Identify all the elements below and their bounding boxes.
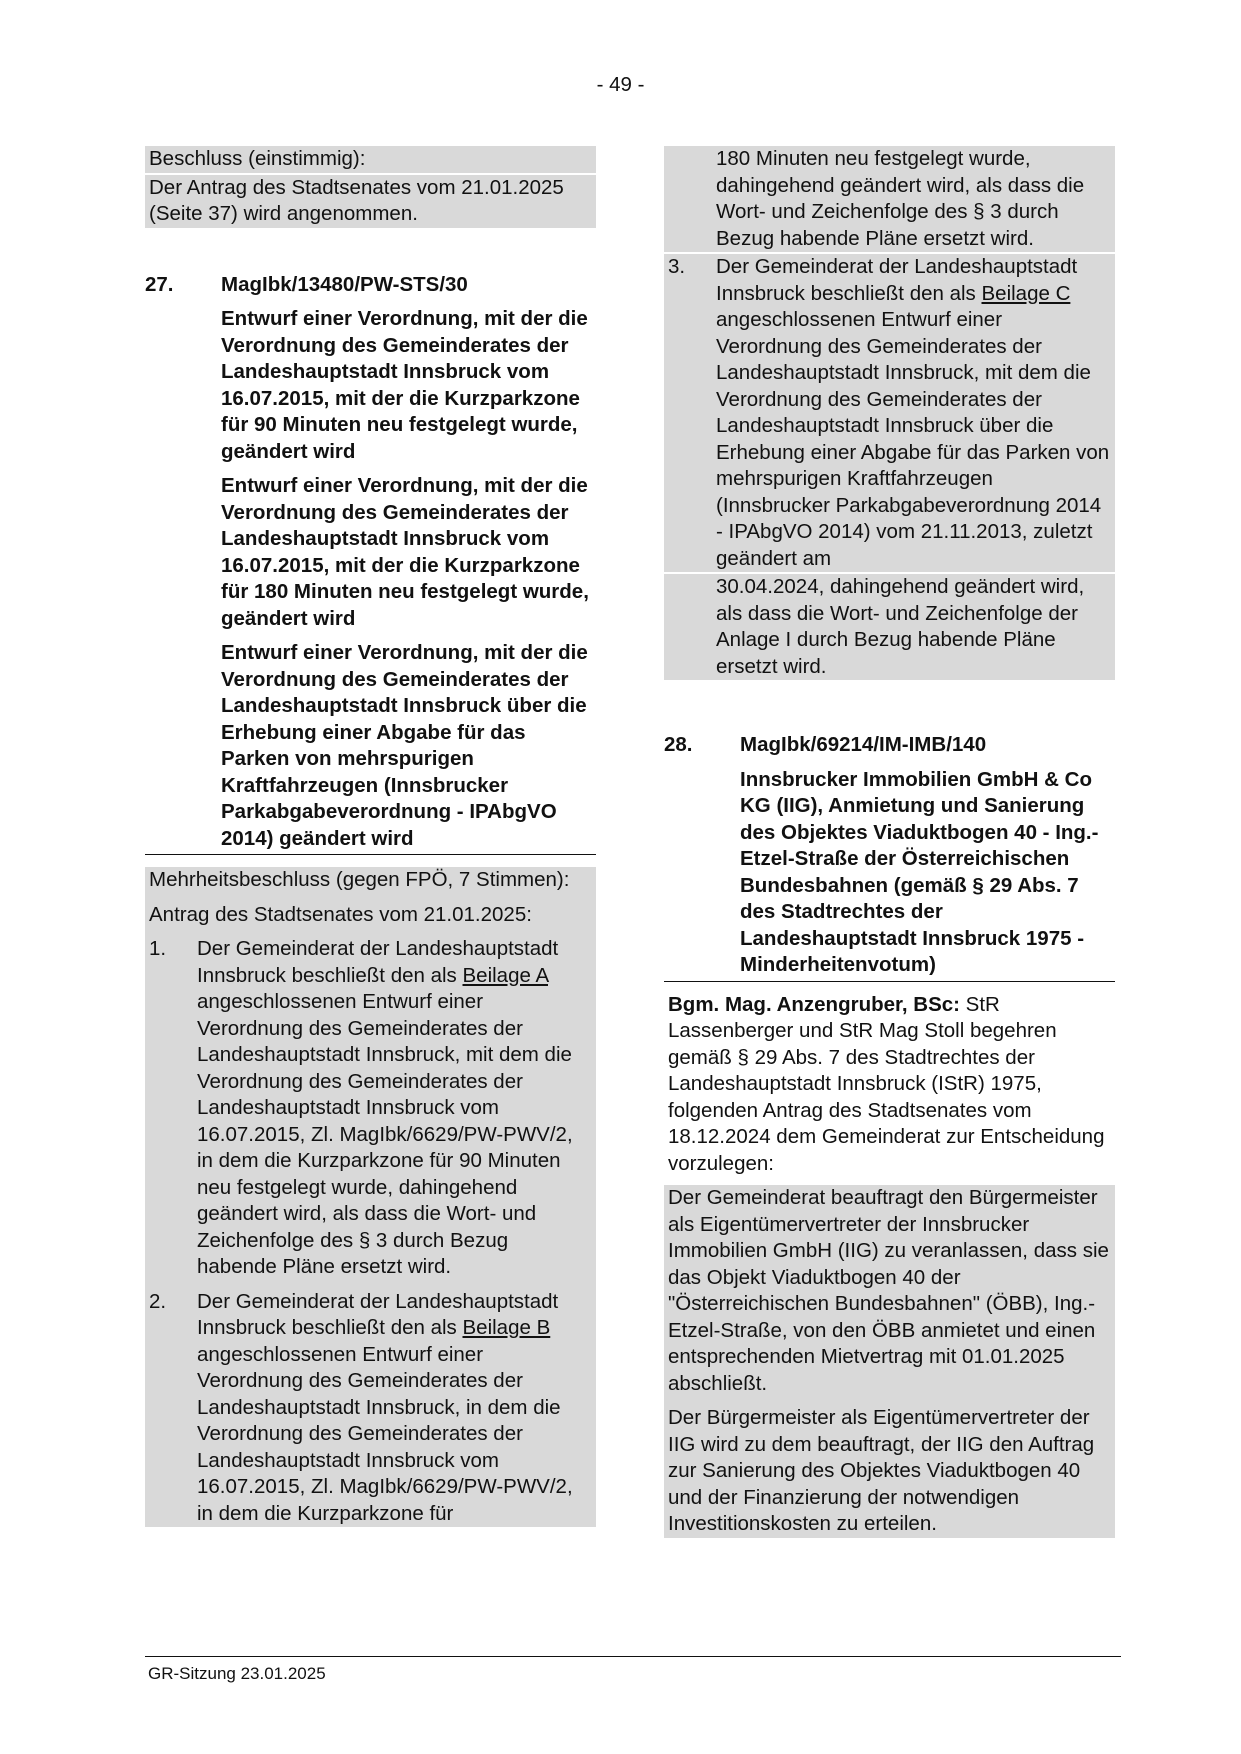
beilage-b-link[interactable]: Beilage B	[462, 1316, 551, 1339]
left-column	[145, 146, 596, 1527]
item-28-ref: MagIbk/69214/IM-IMB/140	[740, 733, 987, 756]
item-28-motion-2: Der Bürgermeister als Eigentümervertreter der IIG wird zu dem beauftragt, der IIG den Auftrag zur Sanierung des Objektes Viaduktbogen 40 und der Finanzierung der notwendigen Investitionskosten zu erteilen.	[668, 1406, 1095, 1535]
footer-text: GR-Sitzung 23.01.2025	[148, 1664, 326, 1683]
item-28-number: 28.	[664, 733, 693, 756]
motion-point-3-continued: 30.04.2024, dahingehend geändert wird, als dass die Wort- und Zeichenfolge der Anlage I durch Bezug habende Pläne ersetzt wird.	[716, 575, 1085, 678]
item-27-heading	[145, 272, 596, 299]
prev-decision-text: Der Antrag des Stadtsenates vom 21.01.2025 (Seite 37) wird angenommen.	[149, 175, 564, 225]
item-27-decision-box	[145, 867, 596, 1527]
motion-point-2: 2. Der Gemeinderat der Landeshauptstadt Innsbruck beschließt den als Beilage B angeschlossenen Entwurf einer Verordnung des Gemeinderates der Landeshauptstadt Innsbruck, in dem die Verordnung des Gemeinderates der Landeshauptstadt Innsbruck vom 16.07.2015, Zl. MagIbk/6629/PW-PWV/2, in dem die Kurzparkzone für	[149, 1289, 573, 1525]
right-column	[664, 146, 1115, 1538]
item-28-speech: Bgm. Mag. Anzengruber, BSc: StR Lassenberger und StR Mag Stoll begehren gemäß § 29 Abs. 7 des Stadtrechtes der Landeshauptstadt Innsbruck (IStR) 1975, folgenden Antrag des Stadtsenates vom 18.12.2024 dem Gemeinderat zur Entscheidung vorzulegen:	[668, 992, 1105, 1175]
item-27-title-2: Entwurf einer Verordnung, mit der die Verordnung des Gemeinderates der Landeshauptstadt Innsbruck vom 16.07.2015, mit der die Kurzparkzone für 180 Minuten neu festgelegt wurde, geändert wird	[221, 474, 589, 630]
motion-point-1: 1. Der Gemeinderat der Landeshauptstadt Innsbruck beschließt den als Beilage A angeschlossenen Entwurf einer Verordnung des Gemeinderates der Landeshauptstadt Innsbruck, mit dem die Verordnung des Gemeinderates der Landeshauptstadt Innsbruck vom 16.07.2015, Zl. MagIbk/6629/PW-PWV/2, in dem die Kurzparkzone für 90 Minuten neu festgelegt wurde, dahingehend geändert wird, als dass die Wort- und Zeichenfolge des § 3 durch Bezug habende Pläne ersetzt wird.	[149, 937, 573, 1278]
motion-point-2-continued-box	[664, 146, 1115, 252]
item-27-ref: MagIbk/13480/PW-STS/30	[221, 272, 468, 296]
item-28-title: Innsbrucker Immobilien GmbH & Co KG (IIG), Anmietung und Sanierung des Objektes Viaduktbogen 40 - Ing.-Etzel-Straße der Österreichischen Bundesbahnen (gemäß § 29 Abs. 7 des Stadtrechtes der Landeshauptstadt Innsbruck 1975 - Minderheitenvotum)	[740, 767, 1099, 976]
item-27-decision: Mehrheitsbeschluss (gegen FPÖ, 7 Stimmen):	[149, 868, 570, 891]
item-27-title-1: Entwurf einer Verordnung, mit der die Verordnung des Gemeinderates der Landeshauptstadt Innsbruck vom 16.07.2015, mit der die Kurzparkzone für 90 Minuten neu festgelegt wurde, geändert wird	[221, 307, 588, 463]
item-27-motion-intro: Antrag des Stadtsenates vom 21.01.2025:	[149, 902, 532, 926]
footer-divider	[145, 1656, 1121, 1657]
prev-decision-text-box	[145, 173, 596, 228]
item-27-number: 27.	[145, 272, 174, 296]
motion-point-3-continued-box	[664, 572, 1115, 680]
item-28-heading	[664, 732, 1115, 759]
beilage-c-link[interactable]: Beilage C	[981, 281, 1071, 305]
item-28-motion-1: Der Gemeinderat beauftragt den Bürgermeister als Eigentümervertreter der Innsbrucker Immobilien GmbH (IIG) zu veranlassen, dass sie das Objekt Viaduktbogen 40 der "Österreichischen Bundesbahnen" (ÖBB), Ing.-Etzel-Straße, von den ÖBB anmietet und einen entsprechenden Mietvertrag mit 01.01.2025 abschließt.	[668, 1186, 1109, 1395]
item-28-motion-box	[664, 1185, 1115, 1538]
prev-decision-label-box	[145, 146, 596, 173]
item-27-title-3: Entwurf einer Verordnung, mit der die Verordnung des Gemeinderates der Landeshauptstadt Innsbruck über die Erhebung einer Abgabe für das Parken von mehrspurigen Kraftfahrzeugen (Innsbrucker Parkabgabeverordnung - IPAbgVO 2014) geändert wird	[221, 641, 588, 850]
beilage-a-link[interactable]: Beilage A	[462, 963, 548, 987]
motion-point-2-continued: 180 Minuten neu festgelegt wurde, dahingehend geändert wird, als dass die Wort- und Zeichenfolge des § 3 durch Bezug habende Pläne ersetzt wird.	[716, 147, 1085, 250]
page-number: - 49 -	[596, 73, 645, 96]
prev-decision-label: Beschluss (einstimmig):	[149, 147, 366, 170]
motion-point-3: 3. Der Gemeinderat der Landeshauptstadt Innsbruck beschließt den als Beilage C angeschlossenen Entwurf einer Verordnung des Gemeinderates der Landeshauptstadt Innsbruck, mit dem die Verordnung des Gemeinderates der Landeshauptstadt Innsbruck über die Erhebung einer Abgabe für das Parken von mehrspurigen Kraftfahrzeugen (Innsbrucker Parkabgabeverordnung 2014 - IPAbgVO 2014) vom 21.11.2013, zuletzt geändert am	[664, 252, 1115, 572]
speaker-name: Bgm. Mag. Anzengruber, BSc:	[668, 992, 960, 1016]
